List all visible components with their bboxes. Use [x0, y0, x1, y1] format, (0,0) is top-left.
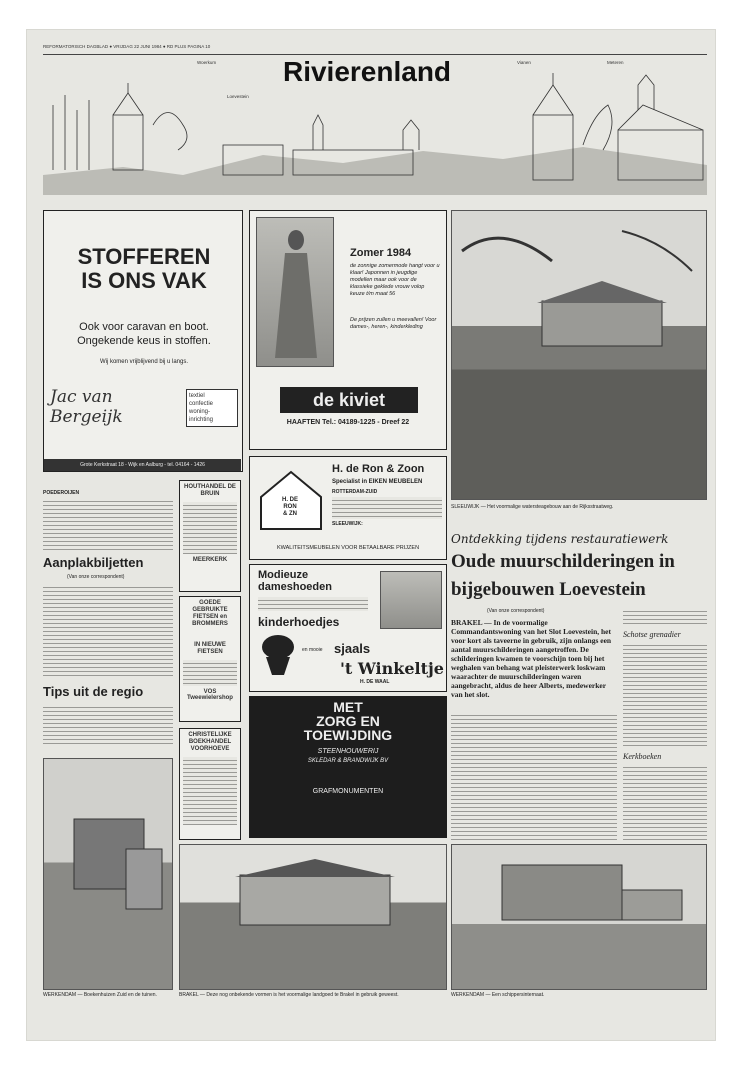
newspaper-page — [27, 30, 715, 1040]
ad-address: Grote Kerkstraat 18 - Wijk en Aalburg - tel. 04164 - 1426 — [44, 459, 241, 471]
ad-title: HOUTHANDEL DE BRUIN — [184, 484, 236, 497]
masthead-dateline: REFORMATORISCH DAGBLAD ● VRIJDAG 22 JUNI 1984 ● RD PLUS PAGINA 10 — [43, 44, 211, 49]
masthead-title: Rivierenland — [217, 56, 517, 88]
advertisement-winkeltje — [249, 564, 447, 692]
ad-text: SLEEUWIJK: — [332, 521, 363, 527]
ad-title: dameshoeden — [258, 581, 332, 593]
sign-text — [268, 497, 312, 518]
ad-text — [183, 660, 237, 686]
ad-headline: STOFFEREN — [77, 244, 211, 269]
ad-text: ROTTERDAM-ZUID — [332, 489, 378, 495]
ad-title: CHRISTELIJKE BOEKHANDEL VOORHOEVE — [188, 732, 232, 752]
photo-caption: SLEEUWIJK — Het voormalige watersteagebouw aan de Rijksstraatweg. — [451, 504, 614, 510]
ad-text: en mooie — [302, 647, 323, 653]
ad-headline: TOEWIJDING — [303, 727, 393, 743]
ad-owner: H. DE WAAL — [360, 679, 390, 685]
sign-line: RON — [283, 504, 297, 510]
article-text — [623, 608, 707, 626]
ad-text — [183, 757, 237, 825]
article-source: (Van onze correspondent) — [67, 574, 125, 580]
ad-headline: ZORG EN — [316, 713, 380, 729]
photo-brakel — [179, 844, 447, 990]
building-photo — [180, 845, 448, 991]
ad-company: SKLEDAR & BRANDWIJK BV — [307, 758, 389, 764]
article-heading: POEDEROIJEN — [43, 490, 80, 496]
article-text — [43, 498, 173, 550]
ad-item: inrichting — [189, 417, 214, 423]
article-text — [43, 704, 173, 744]
article-text — [623, 764, 707, 840]
photo-werkendam-left — [43, 758, 173, 990]
ad-brand: 't Winkeltje — [340, 659, 444, 678]
photo-caption: BRAKEL — Deze nog onbekende vormen is het voormalige landgoed te Brakel in gebruik geweest. — [179, 992, 399, 998]
hat-photo — [380, 571, 442, 629]
photo-werkendam-right — [451, 844, 707, 990]
ad-text: Specialist in EIKEN MEUBELEN — [332, 479, 423, 485]
ad-title: VOS Tweewielershop — [187, 689, 233, 701]
article-heading: Tips uit de regio — [43, 684, 144, 699]
building-photo — [44, 759, 174, 991]
ad-item: textiel — [189, 393, 205, 399]
ad-text: sjaals — [334, 641, 371, 656]
advertisement-houthandel — [179, 480, 241, 592]
ad-title: IN NIEUWE FIETSEN — [194, 642, 226, 655]
ad-address: HAAFTEN Tel.: 04189-1225 - Dreef 22 — [286, 419, 410, 426]
article-kicker: Ontdekking tijdens restauratiewerk — [451, 532, 669, 546]
ad-item: confectie — [189, 401, 214, 407]
ad-text — [258, 597, 368, 611]
ad-headline: MET — [333, 699, 363, 715]
masthead-place: Woerkum — [197, 60, 217, 65]
ad-text: De prijzen zullen u meevallen! Voor dames-, heren-, kinderkleding — [350, 317, 437, 330]
ad-footer: KWALITEITSMEUBELEN VOOR BETAALBARE PRIJZEN — [276, 545, 420, 551]
article-subheading: Schotse grenadier — [623, 630, 681, 639]
fashion-photo — [256, 217, 334, 367]
article-title: bijgebouwen Loevestein — [451, 579, 646, 600]
ad-title: GOEDE GEBRUIKTE FIETSEN en BROMMERS — [192, 600, 228, 627]
ad-text — [332, 497, 442, 519]
ad-title: H. de Ron & Zoon — [332, 463, 425, 475]
ad-item: woning- — [189, 409, 211, 415]
advertisement-boekhandel — [179, 728, 241, 840]
article-lead: BRAKEL — In de voormalige Commandantswoning van het Slot Loevestein, het voor kort als taveerne in gebruik, zijn onlangs een aantal muurschilderingen aangetroffen. De schilderingen kwamen te voorschijn toen bij het weghalen van behang wat pleisterwerk loskwam waarachter de muurschilderingen waren aangebracht, aldus de heer Alberts, medewerker van het slot. — [451, 618, 612, 699]
masthead-place: Vianen — [517, 60, 531, 65]
masthead-place: Loevestein — [227, 94, 249, 99]
ad-text: kinderhoedjes — [258, 615, 340, 629]
ad-title: Modieuze — [258, 569, 309, 581]
article-subheading: Kerkboeken — [623, 752, 662, 761]
advertisement-vos — [179, 596, 241, 722]
lady-silhouette-icon — [258, 631, 298, 675]
ad-text — [183, 502, 237, 554]
ad-brand: de kiviet — [280, 387, 418, 413]
article-source: (Van onze correspondent) — [487, 608, 545, 614]
building-photo — [452, 845, 708, 991]
ad-text: Wij komen vrijblijvend bij u langs. — [99, 359, 189, 365]
building-photo — [452, 211, 708, 501]
photo-caption: WERKENDAM — Een schippersinternaat. — [451, 992, 545, 998]
sign-line: & ZN — [283, 511, 297, 517]
advertisement-steenhouwerij — [249, 696, 447, 838]
ad-headline: IS ONS VAK — [81, 268, 207, 293]
advertisement-de-kiviet — [249, 210, 447, 450]
ad-title: MEERKERK — [192, 557, 228, 563]
ad-text: Ongekende keus in stoffen. — [77, 335, 211, 347]
ad-item-list — [186, 389, 238, 427]
article-text — [623, 642, 707, 748]
ad-text: de zonnige zomermode hangt voor u klaar! Japonnen in jeugdige modellen maar ook voor de klassieke geklede vrouw volop keuze t/m maat 56 — [350, 263, 440, 297]
ad-title: Zomer 1984 — [350, 247, 412, 259]
advertisement-bergeijk — [43, 210, 243, 472]
ad-subtitle: GRAFMONUMENTEN — [312, 788, 384, 795]
masthead-place: Meteren — [607, 60, 624, 65]
ad-text: Ook voor caravan en boot. — [79, 321, 209, 333]
ad-brand: Jac van Bergeijk — [50, 387, 123, 427]
photo-sleeuwijk — [451, 210, 707, 500]
article-heading: Aanplakbiljetten — [43, 555, 144, 570]
article-text — [451, 712, 617, 840]
ad-company: STEENHOUWERIJ — [317, 748, 379, 755]
sign-line: H. DE — [281, 497, 298, 503]
advertisement-de-ron — [249, 456, 447, 560]
photo-caption: WERKENDAM — Boekenhuizen Zuid en de tuinen. — [43, 992, 157, 998]
woman-figure — [257, 218, 335, 368]
article-text — [43, 584, 173, 679]
article-title: Oude muurschilderingen in — [451, 551, 675, 572]
